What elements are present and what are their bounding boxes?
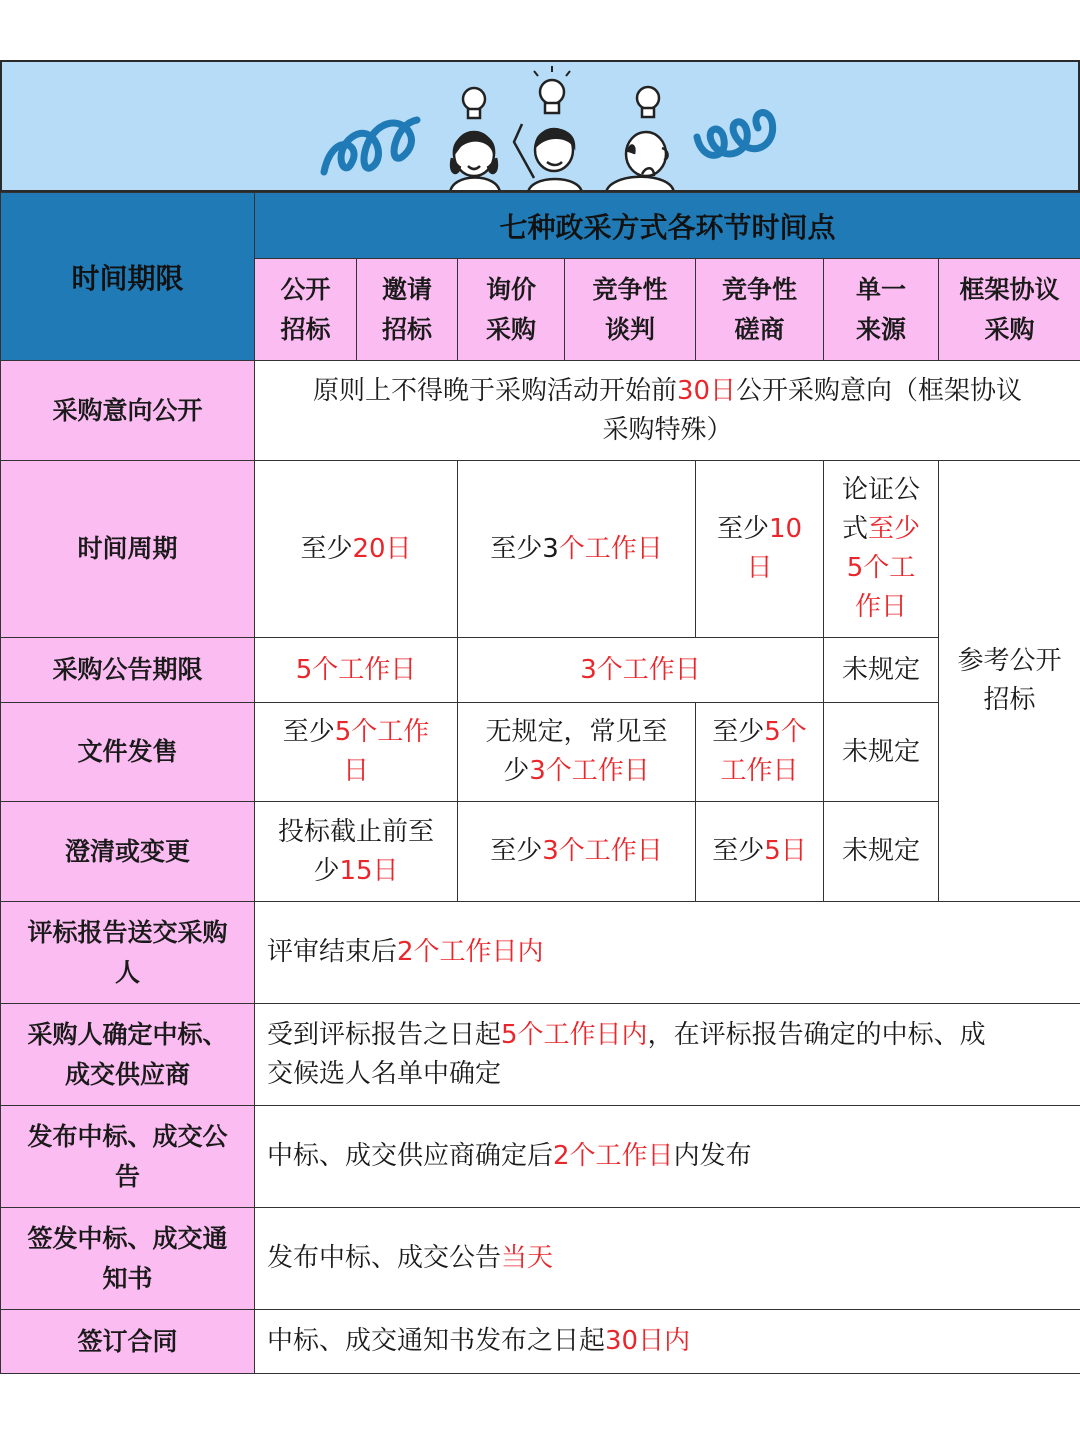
row-label-period: 时间周期	[1, 461, 255, 638]
report-cell: 评审结束后2个工作日内	[255, 902, 1080, 1004]
clarify-danyi-cell: 未规定	[824, 802, 939, 902]
row-label-intent: 采购意向公开	[1, 361, 255, 461]
row-label-contract: 签订合同	[1, 1310, 255, 1374]
row-label-confirm: 采购人确定中标、 成交供应商	[1, 1004, 255, 1106]
row-label-publish: 发布中标、成交公 告	[1, 1106, 255, 1208]
row-label-clarify: 澄清或变更	[1, 802, 255, 902]
method-header-xunjia: 询价 采购	[458, 259, 565, 361]
period-danyi-cell: 论证公 式至少 5个工 作日	[824, 461, 939, 638]
table-row	[1, 1310, 1080, 1374]
notice-danyi-cell: 未规定	[824, 638, 939, 703]
procurement-timeline-table	[0, 192, 1080, 1374]
corner-label: 时间期限	[71, 261, 184, 295]
method-header-tanpan: 竞争性 谈判	[565, 259, 696, 361]
docs-gongkai-cell: 至少5个工作 日	[255, 703, 458, 802]
table-row	[1, 1106, 1080, 1208]
table-row	[1, 902, 1080, 1004]
table-row	[1, 802, 1080, 902]
clarify-gongkai-cell: 投标截止前至 少15日	[255, 802, 458, 902]
confirm-cell: 受到评标报告之日起5个工作日内，在评标报告确定的中标、成 交候选人名单中确定	[255, 1004, 1080, 1106]
table-row	[1, 703, 1080, 802]
clarify-jingzheng-cell: 至少5日	[696, 802, 824, 902]
table-row	[1, 638, 1080, 703]
table-row	[1, 1208, 1080, 1310]
row-label-issue: 签发中标、成交通 知书	[1, 1208, 255, 1310]
period-gongkai-cell: 至少20日	[255, 461, 458, 638]
table-row	[1, 1004, 1080, 1106]
docs-danyi-cell: 未规定	[824, 703, 939, 802]
table-title: 七种政采方式各环节时间点	[255, 193, 1080, 259]
period-yaoqing-xunjia-cell: 至少3个工作日	[458, 461, 696, 638]
people-with-lightbulbs-illustration	[2, 62, 1080, 192]
clarify-mid-cell: 至少3个工作日	[458, 802, 696, 902]
issue-cell: 发布中标、成交公告当天	[255, 1208, 1080, 1310]
row-label-docs: 文件发售	[1, 703, 255, 802]
intent-cell: 原则上不得晚于采购活动开始前30日公开采购意向（框架协议 采购特殊）	[255, 361, 1080, 461]
contract-cell: 中标、成交通知书发布之日起30日内	[255, 1310, 1080, 1374]
row-label-notice: 采购公告期限	[1, 638, 255, 703]
docs-mid-cell: 无规定，常见至 少3个工作日	[458, 703, 696, 802]
notice-gongkai-cell: 5个工作日	[255, 638, 458, 703]
corner-header-cell	[1, 193, 255, 361]
method-header-cuoshang: 竞争性 磋商	[696, 259, 824, 361]
kuangjia-merged-cell: 参考公开 招标	[939, 461, 1080, 902]
docs-jingzheng-cell: 至少5个 工作日	[696, 703, 824, 802]
notice-mid-cell: 3个工作日	[458, 638, 824, 703]
method-header-danyi: 单一 来源	[824, 259, 939, 361]
header-banner	[0, 60, 1080, 192]
table-row	[1, 361, 1080, 461]
method-header-gongkai: 公开 招标	[255, 259, 357, 361]
table-row	[1, 461, 1080, 638]
row-label-report: 评标报告送交采购 人	[1, 902, 255, 1004]
method-header-kuangjia: 框架协议 采购	[939, 259, 1080, 361]
period-jingzheng-cell: 至少10 日	[696, 461, 824, 638]
publish-cell: 中标、成交供应商确定后2个工作日内发布	[255, 1106, 1080, 1208]
method-header-yaoqing: 邀请 招标	[357, 259, 458, 361]
table-wrapper	[0, 60, 1080, 1374]
